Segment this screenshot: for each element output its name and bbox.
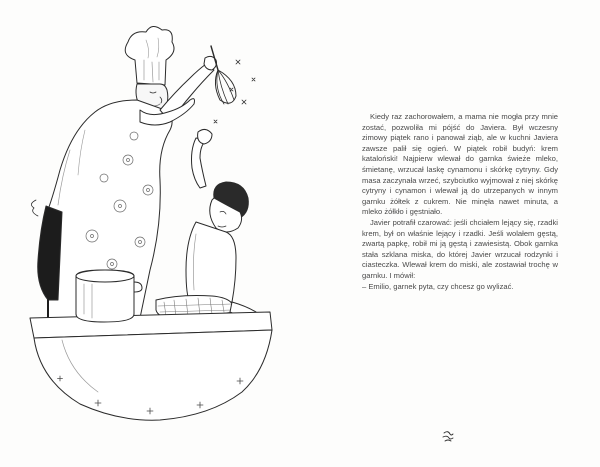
flourish-icon <box>441 429 455 443</box>
counter <box>30 312 272 420</box>
cooking-pot <box>76 270 142 322</box>
boy <box>156 129 266 322</box>
story-paragraph-1: Kiedy raz zachorowałem, a mama nie mogła przy mnie zostać, pozwoliła mi pójść do Javiera. Był wczesny zimowy piątek rano i panował ziąb, ale w kuchni Javiera zawsze palił się ogień. W piątek robił budyń: krem kataloński! Najpierw wlewał do garnka świeże mleko, śmietanę, wrzucał laskę cynamonu i skórkę cytryny. Gdy masa zaczynała wrzeć, szybciutko wyjmował z niej skórkę cytryny i cynamon i wlewał ją do utrzepanych w innym garnku żółtek z cukrem. Nie minęła nawet minuta, a mleko żółkło i gęstniało. <box>362 112 558 217</box>
story-dialog: – Emilio, garnek pyta, czy chcesz go wylizać. <box>362 281 514 291</box>
story-paragraph-2: Javier potrafił czarować: jeśli chciałem lejący się, rzadki krem, był on właśnie lejący i rzadki. Jeśli wolałem gęstą, zwartą papkę, robił mi ją gęstą i zawiesistą. Obok garnka stała szklana miska, do której Javier wrzucał rodzynki i ciasteczka. Wlewał krem do miski, ale zostawiał trochę w garnku. I mówił: <box>362 217 558 280</box>
whisk <box>211 46 236 104</box>
story-text <box>362 112 558 292</box>
chef-hat <box>125 26 174 85</box>
sparkles <box>214 60 255 123</box>
